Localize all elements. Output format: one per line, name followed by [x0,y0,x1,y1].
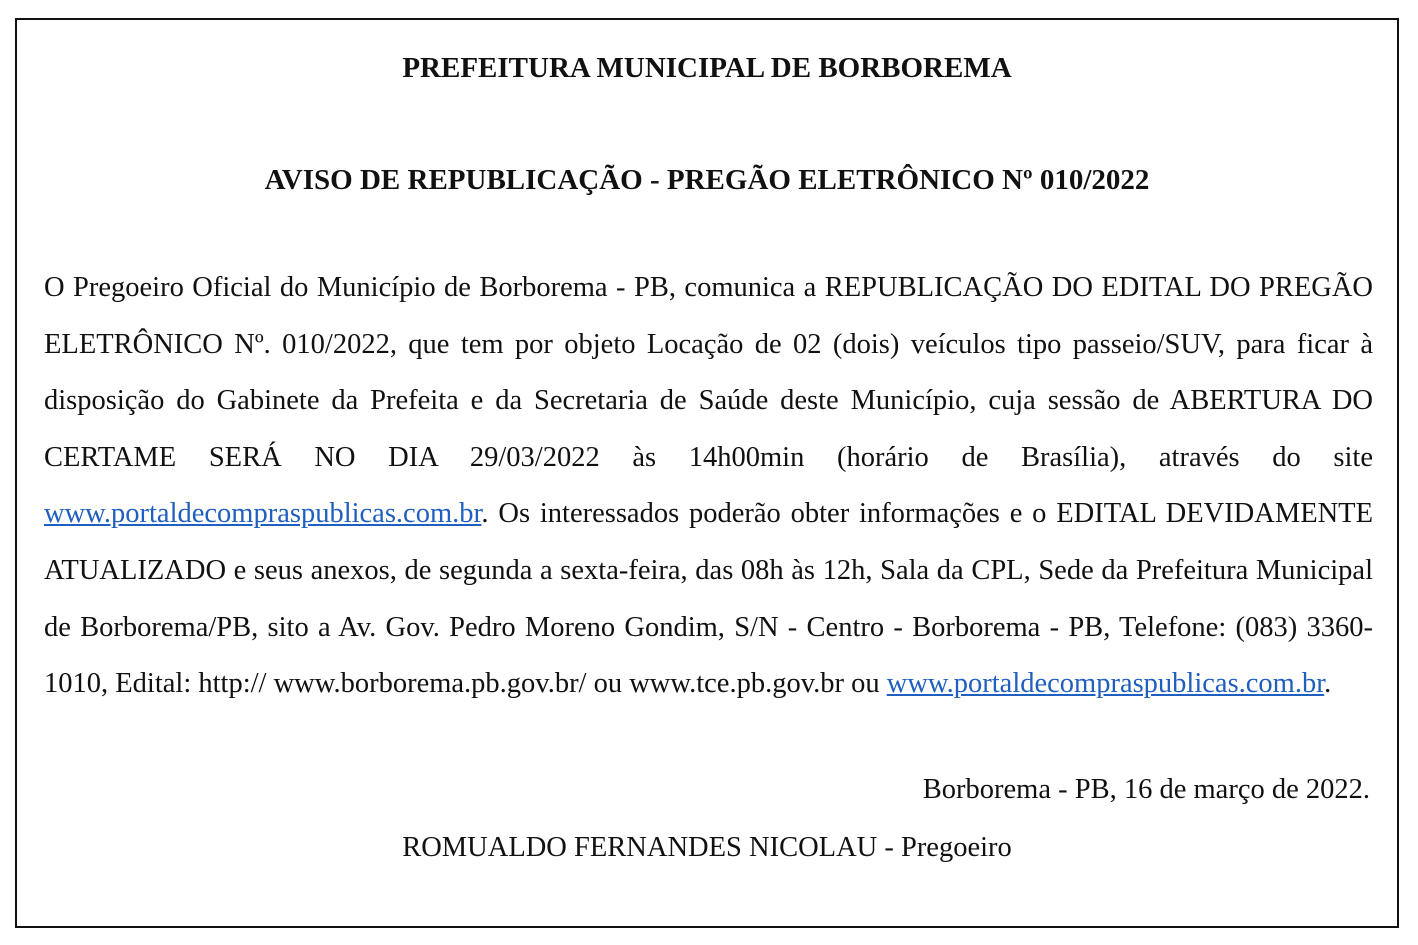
date-line: Borborema - PB, 16 de março de 2022. [922,774,1370,805]
body-text-part-1: O Pregoeiro Oficial do Município de Borborema - PB, comunica a REPUBLICAÇÃO DO EDITAL DO PREGÃO ELETRÔNICO Nº. 010/2022, que tem por objeto Locação de 02 (dois) veículos tipo passeio/SUV, para ficar à disposição do Gabinete da Prefeita e da Secretaria de Saúde deste Município, cuja sessão de ABERTURA DO CERTAME SERÁ NO DIA 29/03/2022 às 14h00min (horário de Brasília), através do site [44,272,1373,473]
portal-link-2[interactable]: www.portaldecompraspublicas.com.br [886,668,1325,700]
signature: ROMUALDO FERNANDES NICOLAU - Pregoeiro [402,832,1012,863]
notice-frame [15,18,1399,928]
portal-link-1[interactable]: www.portaldecompraspublicas.com.br [44,498,482,530]
notice-title: AVISO DE REPUBLICAÇÃO - PREGÃO ELETRÔNICO Nº 010/2022 [264,164,1150,196]
municipality-heading: PREFEITURA MUNICIPAL DE BORBOREMA [402,52,1012,84]
notice-body [44,260,1373,713]
body-text-part-3: . [1324,668,1332,700]
body-text-part-2: . Os interessados poderão obter informações e o EDITAL DEVIDAMENTE ATUALIZADO e seus anexos, de segunda a sexta-feira, das 08h às 12h, Sala da CPL, Sede da Prefeitura Municipal de Borborema/PB, sito a Av. Gov. Pedro Moreno Gondim, S/N - Centro - Borborema - PB, Telefone: (083) 3360-1010, Edital: http:// www.borborema.pb.gov.br/ ou www.tce.pb.gov.br ou [44,498,1373,700]
